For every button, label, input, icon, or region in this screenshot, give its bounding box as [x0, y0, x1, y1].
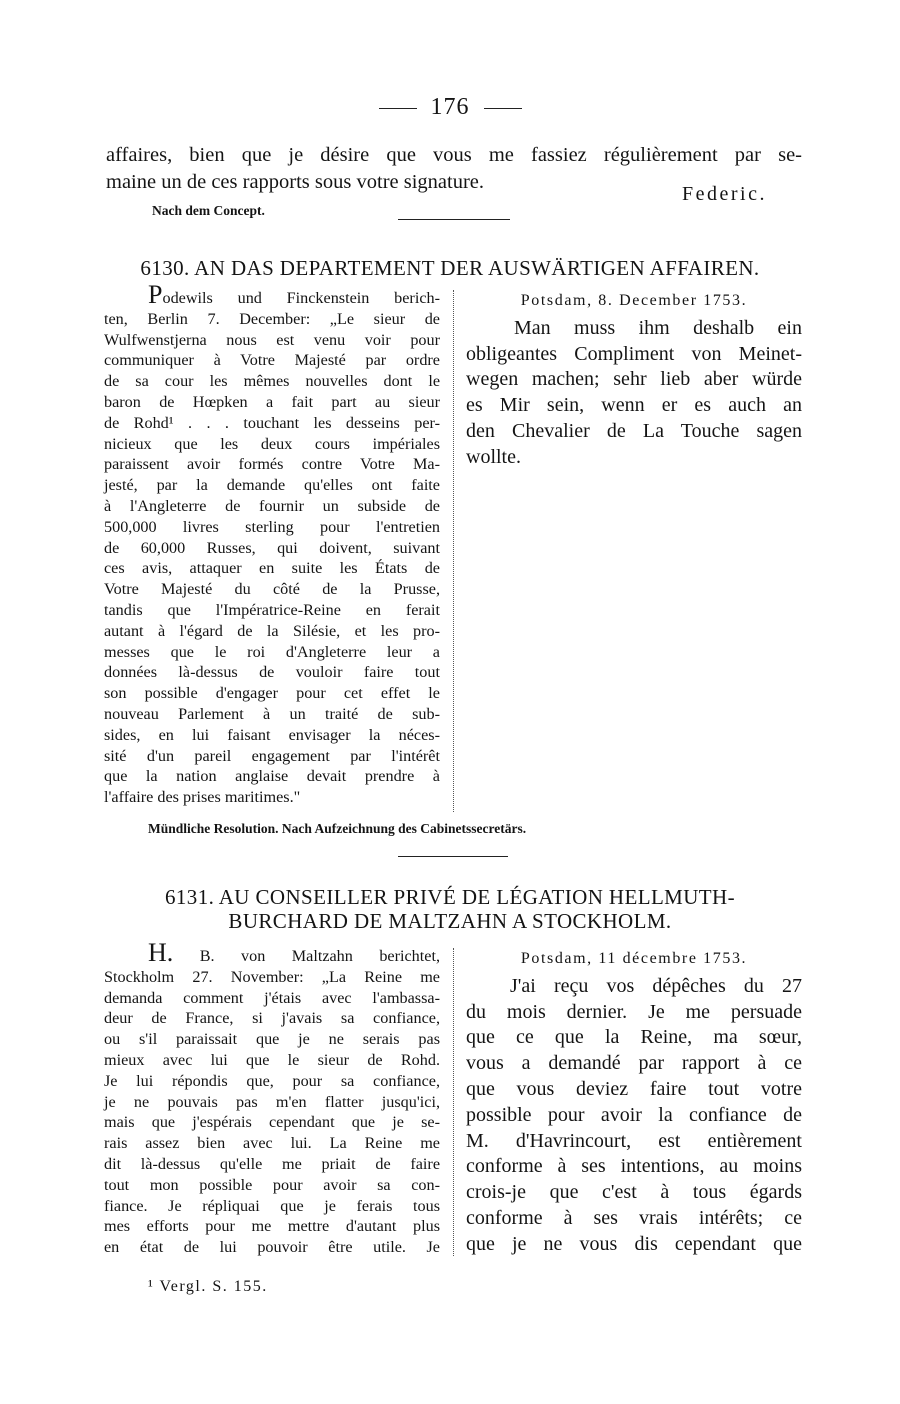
- reply-line: que je ne vous dis cependant que: [466, 1232, 802, 1255]
- summary-line: sité d'un pareil engagement par l'intérêt: [104, 746, 440, 765]
- signature: Federic.: [682, 183, 767, 205]
- page-number-value: 176: [430, 94, 470, 120]
- resolution-line: obligeantes Compliment von Meinet-: [466, 342, 802, 365]
- dropcap: H.: [148, 938, 174, 967]
- resolution-line: wegen machen; sehr lieb aber würde: [466, 368, 802, 391]
- summary-line: de Rohd¹ . . . touchant les desseins per-: [104, 413, 440, 432]
- summary-line: paraissent avoir formés contre Votre Ma-: [104, 455, 440, 474]
- summary-line: que la nation anglaise devait prendre à: [104, 767, 440, 786]
- summary-line: baron de Hœpken a fait part au sieur: [104, 392, 440, 411]
- summary-line: nicieux que les deux cours impériales: [104, 434, 440, 453]
- page-number-dash-left: [379, 108, 417, 109]
- letter-6130-summary: [104, 280, 440, 808]
- intro-line: affaires, bien que je désire que vous me fassiez régulièrement par se-: [106, 144, 802, 166]
- reply-line: M. d'Havrincourt, est entièrement: [466, 1129, 802, 1152]
- reply-line: vous a demandé par rapport à ce: [466, 1052, 802, 1075]
- summary-line: Je lui répondis que, pour sa confiance,: [104, 1071, 440, 1090]
- reply-line: J'ai reçu vos dépêches du 27: [510, 974, 802, 997]
- footnote: ¹ Vergl. S. 155.: [148, 1278, 268, 1295]
- summary-line: en état de lui pouvoir être utile. Je: [104, 1238, 440, 1257]
- summary-line: messes que le roi d'Angleterre leur a: [104, 642, 440, 661]
- summary-line: H. B. von Maltzahn berichtet,: [148, 938, 440, 967]
- intro-line: maine un de ces rapports sous votre signature.: [106, 171, 485, 193]
- resolution-line: Man muss ihm deshalb ein: [514, 316, 802, 339]
- reply-line: que vous deviez faire tout votre: [466, 1077, 802, 1100]
- reply-line: conforme à ses intentions, au moins: [466, 1155, 802, 1178]
- summary-line: ces avis, attaquer en suite les États de: [104, 559, 440, 578]
- intro-source-note: Nach dem Concept.: [152, 203, 265, 218]
- summary-line: ou s'il paraissait que je ne serais pas: [104, 1030, 440, 1049]
- page-number: [0, 94, 900, 121]
- letter-6131-reply: [466, 946, 802, 1258]
- summary-line: communiquer à Votre Majesté par ordre: [104, 351, 440, 370]
- letter-6130-resolution: [466, 288, 802, 471]
- resolution-line: es Mir sein, wenn er es auch an: [466, 394, 802, 417]
- summary-line: dit là-dessus qu'elle me priait de faire: [104, 1154, 440, 1173]
- summary-line: mais que j'espérais cependant que je se-: [104, 1113, 440, 1132]
- summary-line: Stockholm 27. November: „La Reine me: [104, 967, 440, 986]
- summary-line: je ne pouvais pas m'en flatter jusqu'ici,: [104, 1092, 440, 1111]
- summary-line: son possible d'engager pour cet effet le: [104, 684, 440, 703]
- summary-line: de sa cour les mêmes nouvelles dont le: [104, 372, 440, 391]
- summary-line: tout mon possible pour avoir sa con-: [104, 1175, 440, 1194]
- column-divider: [453, 290, 454, 812]
- heading-line: BURCHARD DE MALTZAHN A STOCKHOLM.: [228, 909, 672, 933]
- letter-6131-heading: [0, 885, 900, 933]
- dropcap: P: [148, 280, 163, 309]
- summary-line: sides, en lui faisant envisager la néces-: [104, 725, 440, 744]
- summary-line: l'affaire des prises maritimes.": [104, 788, 301, 807]
- heading-line: 6131. AU CONSEILLER PRIVÉ DE LÉGATION HELLMUTH-: [165, 885, 735, 909]
- summary-line: 500,000 livres sterling pour l'entretien: [104, 517, 440, 536]
- summary-line: mieux avec lui que le sieur de Rohd.: [104, 1050, 440, 1069]
- summary-line: tandis que l'Impératrice-Reine en ferait: [104, 600, 440, 619]
- summary-line: mes efforts pour me mettre d'autant plus: [104, 1217, 440, 1236]
- summary-line: à l'Angleterre de fournir un subside de: [104, 496, 440, 515]
- reply-line: crois-je que c'est à tous égards: [466, 1181, 802, 1204]
- summary-line: de 60,000 Russes, qui doivent, suivant: [104, 538, 440, 557]
- summary-line: rais assez bien avec lui. La Reine me: [104, 1134, 440, 1153]
- column-divider: [453, 948, 454, 1256]
- reply-line: du mois dernier. Je me persuade: [466, 1000, 802, 1023]
- letter-6131-summary: [104, 938, 440, 1258]
- summary-line: nouveau Parlement à un traité de sub-: [104, 704, 440, 723]
- dateline: Potsdam, 8. December 1753.: [520, 292, 748, 309]
- reply-line: possible pour avoir la confiance de: [466, 1103, 802, 1126]
- summary-line: Podewils und Finckenstein berich-: [148, 280, 440, 309]
- summary-line: demanda comment j'étais avec l'ambassa-: [104, 988, 440, 1007]
- letter-6130-source-note: Mündliche Resolution. Nach Aufzeichnung des Cabinetssecretärs.: [148, 821, 527, 836]
- dateline: Potsdam, 11 décembre 1753.: [520, 950, 748, 967]
- summary-line: jesté, par la demande qu'elles ont faite: [104, 476, 440, 495]
- summary-line: autant à l'égard de la Silésie, et les pro-: [104, 621, 440, 640]
- letter-6130-heading: 6130. AN DAS DEPARTEMENT DER AUSWÄRTIGEN AFFAIREN.: [140, 256, 760, 280]
- resolution-line: den Chevalier de La Touche sagen: [466, 419, 802, 442]
- section-divider: [398, 856, 508, 857]
- summary-line: données là-dessus de vouloir faire tout: [104, 663, 440, 682]
- summary-line: ten, Berlin 7. December: „Le sieur de: [104, 309, 440, 328]
- summary-line: Wulfwenstjerna nous est venu voir pour: [104, 330, 440, 349]
- reply-line: que ce que la Reine, ma sœur,: [466, 1026, 802, 1049]
- section-divider: [398, 219, 510, 220]
- summary-line: fiance. Je répliquai que je ferais tous: [104, 1196, 440, 1215]
- page-number-dash-right: [484, 108, 522, 109]
- summary-line: Votre Majesté du côté de la Prusse,: [104, 580, 440, 599]
- reply-line: conforme à ses vrais intérêts; ce: [466, 1206, 802, 1229]
- resolution-line: wollte.: [466, 445, 521, 468]
- summary-line: deur de France, si j'avais sa confiance,: [104, 1009, 440, 1028]
